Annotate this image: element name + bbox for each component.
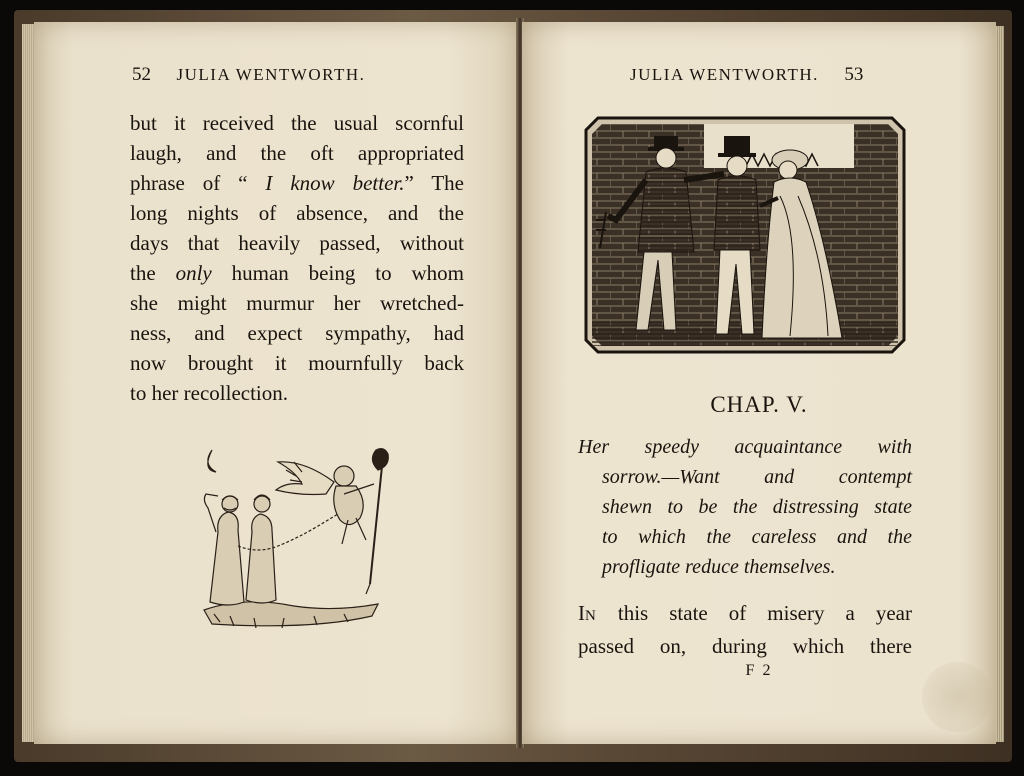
chapter-title: CHAP. V. xyxy=(710,392,808,417)
left-page-number: 52 xyxy=(132,64,151,85)
text-line: to her recollection. xyxy=(130,381,289,405)
right-running-head xyxy=(630,64,863,86)
engraving-plate-illustration xyxy=(584,116,906,354)
text-line: now brought it mournfully back xyxy=(130,351,464,375)
right-body-text xyxy=(578,598,912,661)
text-run: human being to whom xyxy=(211,261,464,285)
cupid-vignette-illustration xyxy=(194,442,404,642)
text-line: long nights of absence, and the xyxy=(130,201,464,225)
text-line xyxy=(130,258,464,288)
text-run: phrase of “ xyxy=(130,171,266,195)
text-line xyxy=(578,598,912,631)
text-line: ness, and expect sympathy, had xyxy=(130,321,464,345)
drop-initial: I xyxy=(578,601,585,625)
left-running-head xyxy=(132,64,365,86)
right-page-number: 53 xyxy=(844,64,864,85)
summary-line: sorrow.—Want and contempt xyxy=(602,466,912,488)
text-line: days that heavily passed, without xyxy=(130,231,464,255)
moon-icon xyxy=(208,450,216,472)
summary-line: shewn to be the distressing state xyxy=(602,496,912,518)
left-running-title: JULIA WENTWORTH. xyxy=(176,65,366,84)
left-body-text xyxy=(130,108,464,408)
text-line: laugh, and the oft appropriated xyxy=(130,141,464,165)
summary-line: profligate reduce themselves. xyxy=(602,556,836,578)
text-run: ” The xyxy=(404,171,464,195)
summary-line: to which the careless and the xyxy=(602,526,912,548)
text-line: passed on, during which there xyxy=(578,634,912,658)
chapter-summary xyxy=(578,432,912,582)
small-caps-run: N xyxy=(585,608,597,624)
right-running-title: JULIA WENTWORTH. xyxy=(630,65,819,84)
text-line: but it received the usual scornful xyxy=(130,111,464,135)
text-line: she might murmur her wretched- xyxy=(130,291,464,315)
text-line xyxy=(130,168,464,198)
italic-run: only xyxy=(175,261,212,285)
text-run: this state of misery a year xyxy=(596,601,912,625)
summary-line: Her speedy acquaintance with xyxy=(578,436,912,458)
text-run: the xyxy=(130,261,176,285)
left-page xyxy=(34,22,518,744)
signature-mark: F 2 xyxy=(745,662,773,679)
right-page xyxy=(522,22,996,744)
italic-run: I know better. xyxy=(265,171,405,195)
